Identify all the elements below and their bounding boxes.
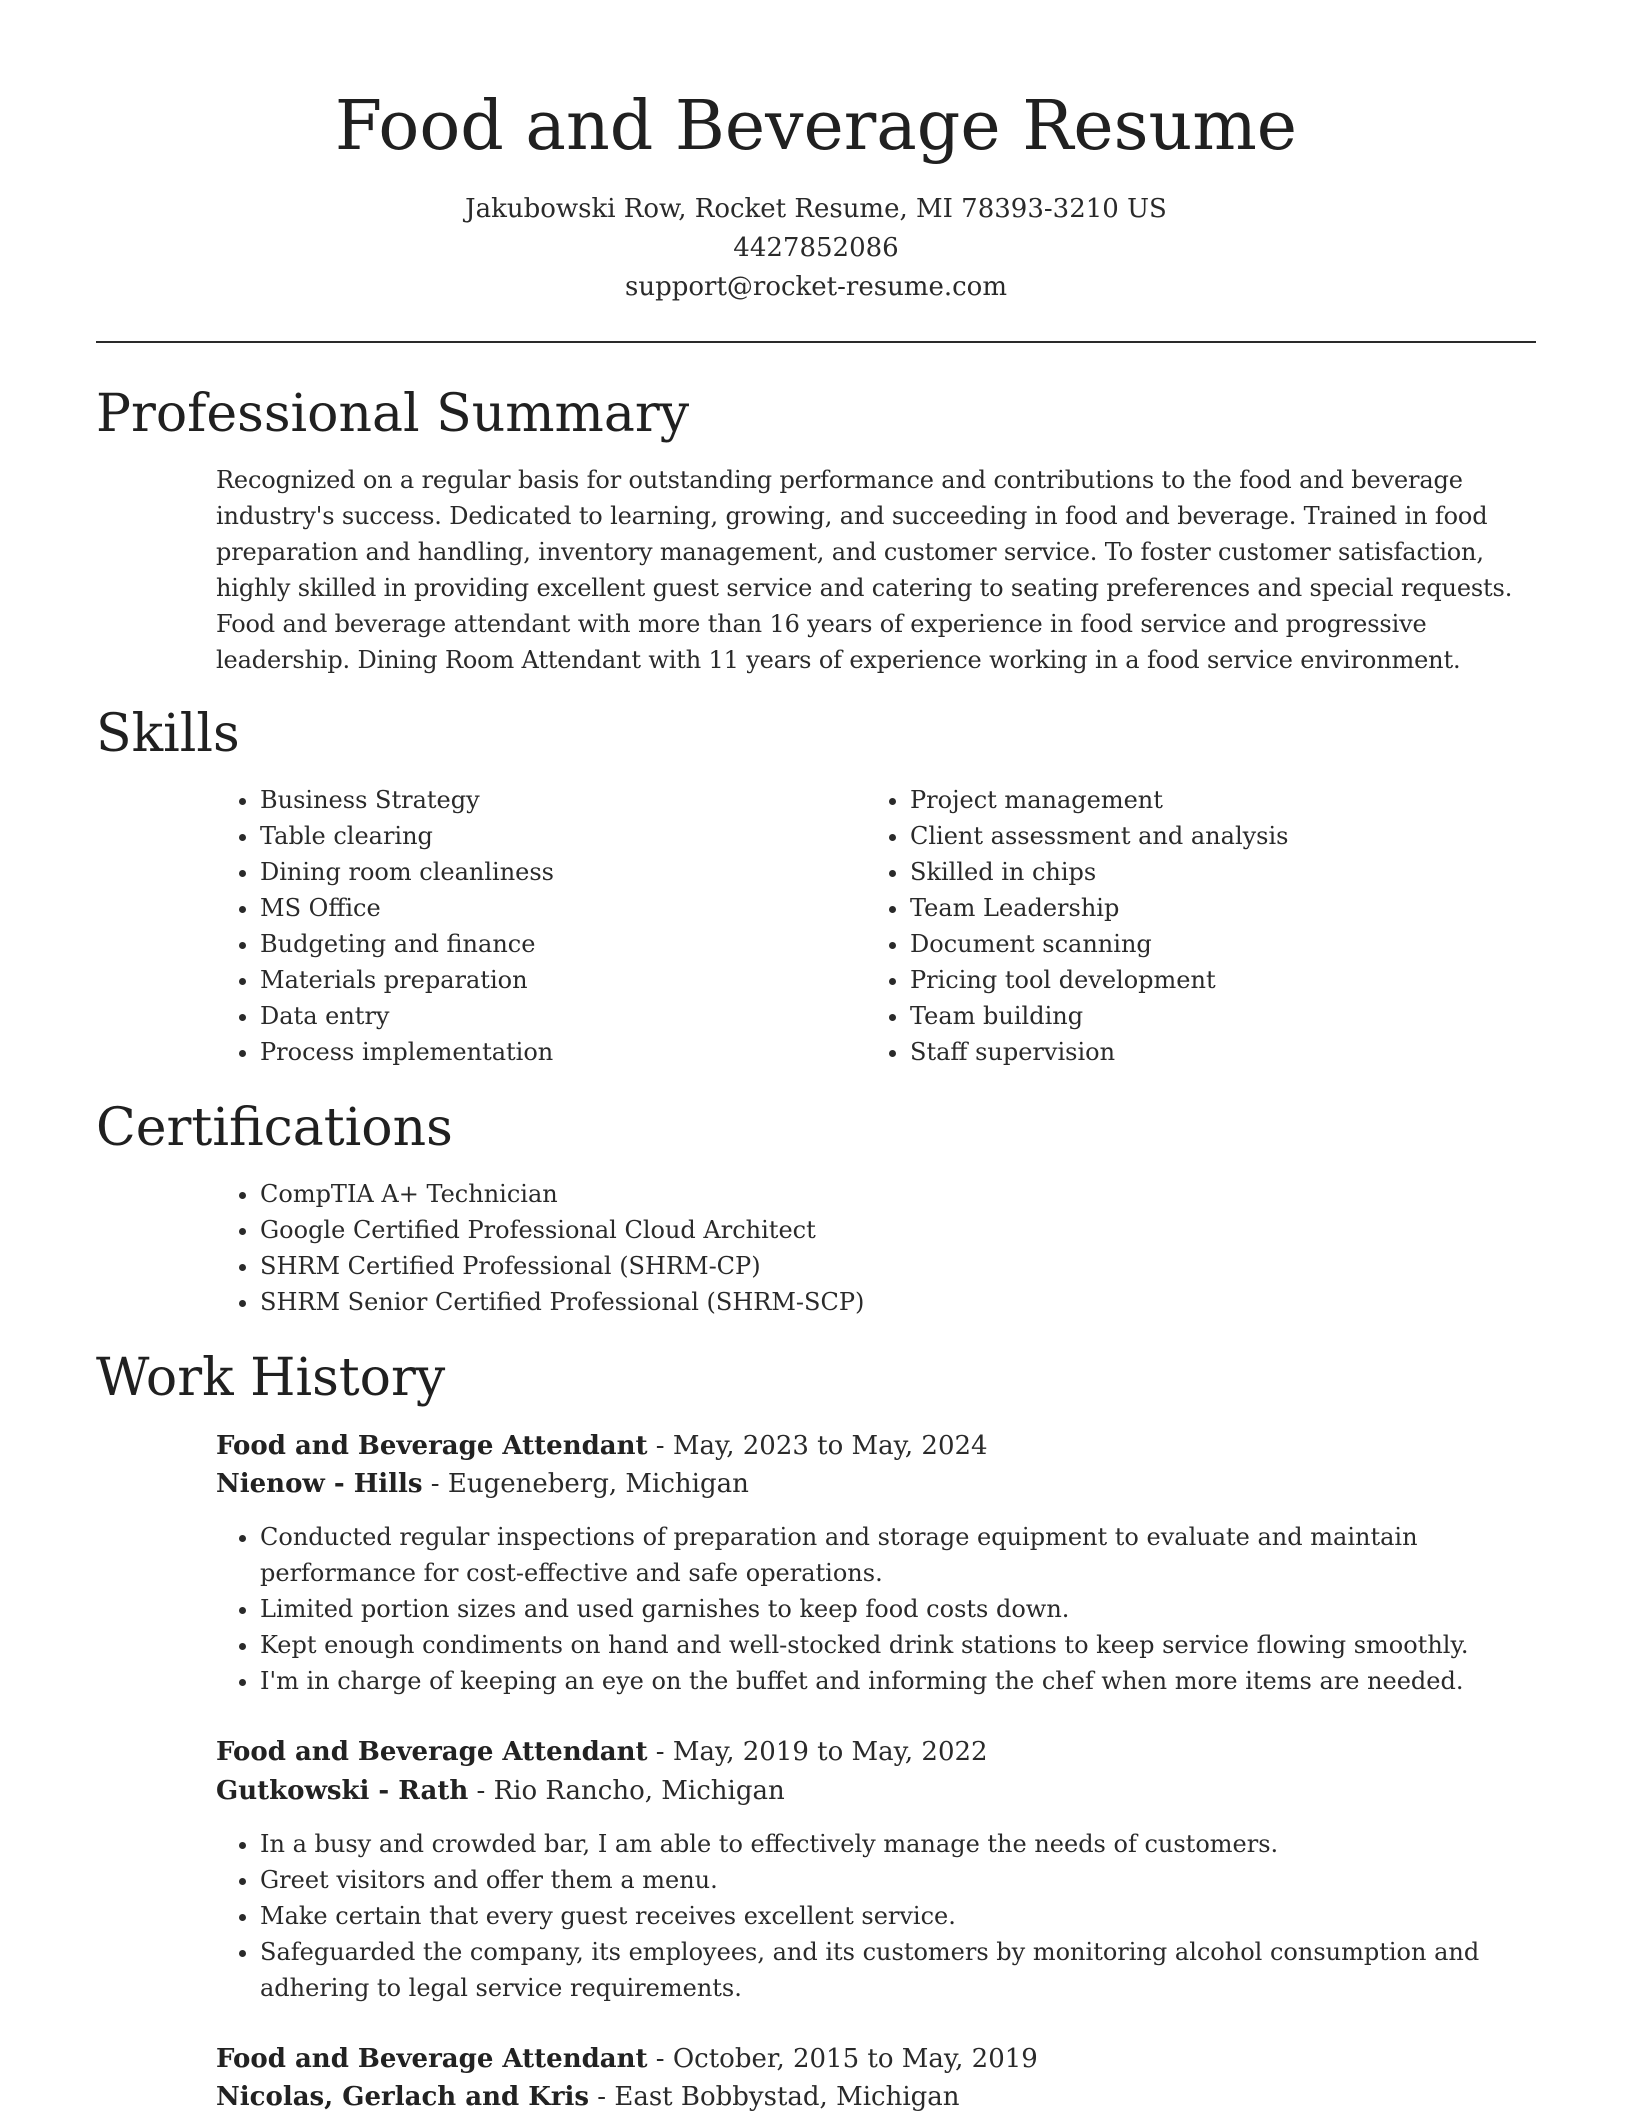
skill-item: • Materials preparation [260, 962, 860, 998]
job-title-line [216, 2040, 1038, 2078]
skill-item: • Staff supervision [910, 1034, 1510, 1070]
certification-item: • SHRM Senior Certified Professional (SHRM-SCP) [260, 1284, 1460, 1320]
skills-list-left [216, 782, 860, 1070]
skills-list-right [866, 782, 1510, 1070]
job-dates: - May, 2023 to May, 2024 [647, 1431, 988, 1461]
skill-item: • Document scanning [910, 926, 1510, 962]
job-dates: - October, 2015 to May, 2019 [647, 2044, 1038, 2074]
skill-item: • Dining room cleanliness [260, 854, 860, 890]
job-bullets [216, 1826, 1550, 2006]
phone-line: 4427852086 [733, 233, 899, 263]
job-bullets [216, 1519, 1550, 1699]
job-role: Food and Beverage Attendant [216, 1737, 648, 1767]
job-company-line [216, 1465, 749, 1503]
job-location: - Rio Rancho, Michigan [468, 1776, 785, 1806]
job-location: - East Bobbystad, Michigan [589, 2082, 960, 2112]
resume-title: Food and Beverage Resume [334, 87, 1298, 166]
job-location: - Eugeneberg, Michigan [422, 1469, 749, 1499]
job-bullet: • Greet visitors and offer them a menu. [260, 1862, 1550, 1898]
skill-item: • Table clearing [260, 818, 860, 854]
job-bullet: • In a busy and crowded bar, I am able to effectively manage the needs of customers. [260, 1826, 1550, 1862]
job-bullet: • Limited portion sizes and used garnishes to keep food costs down. [260, 1591, 1550, 1627]
skill-item: • Client assessment and analysis [910, 818, 1510, 854]
certification-item: • CompTIA A+ Technician [260, 1176, 1460, 1212]
job-role: Food and Beverage Attendant [216, 2044, 648, 2074]
job-company-line [216, 1772, 785, 1810]
certification-item: • Google Certified Professional Cloud Architect [260, 1212, 1460, 1248]
certification-item: • SHRM Certified Professional (SHRM-CP) [260, 1248, 1460, 1284]
skills-heading: Skills [96, 704, 240, 764]
certifications-heading: Certifications [96, 1098, 453, 1158]
skill-item: • Budgeting and finance [260, 926, 860, 962]
skill-item: • Pricing tool development [910, 962, 1510, 998]
work-history-heading: Work History [96, 1348, 446, 1408]
job-bullet: • Conducted regular inspections of preparation and storage equipment to evaluate and maintain performance for cost-effective and safe operations. [260, 1519, 1550, 1591]
skill-item: • Data entry [260, 998, 860, 1034]
email-line: support@rocket-resume.com [624, 272, 1007, 302]
job-dates: - May, 2019 to May, 2022 [647, 1737, 988, 1767]
skill-item: • Team building [910, 998, 1510, 1034]
job-bullet: • Kept enough condiments on hand and well-stocked drink stations to keep service flowing smoothly. [260, 1627, 1550, 1663]
job-bullet: • Make certain that every guest receives excellent service. [260, 1898, 1550, 1934]
contact-block [0, 190, 1632, 307]
summary-text: Recognized on a regular basis for outstanding performance and contributions to the food and beverage industry's success. Dedicated to learning, growing, and succeeding in food and beverage. Trained in food preparation and handling, inventory management, and customer service. To foster customer satisfaction, highly skilled in providing excellent guest service and catering to seating preferences and special requests. Food and beverage attendant with more than 16 years of experience in food service and progressive leadership. Dining Room Attendant with 11 years of experience working in a food service environment. [216, 466, 1513, 674]
skill-item: • Project management [910, 782, 1510, 818]
job-company-line [216, 2078, 960, 2116]
job-bullet: • I'm in charge of keeping an eye on the buffet and informing the chef when more items are needed. [260, 1663, 1550, 1699]
job-company: Nicolas, Gerlach and Kris [216, 2082, 590, 2112]
job-title-line [216, 1427, 988, 1465]
header-divider [96, 341, 1536, 343]
job-bullet: • Safeguarded the company, its employees, and its customers by monitoring alcohol consumption and adhering to legal service requirements. [260, 1934, 1550, 2006]
skill-item: • Team Leadership [910, 890, 1510, 926]
address-line: Jakubowski Row, Rocket Resume, MI 78393-3210 US [465, 194, 1167, 224]
job-company: Nienow - Hills [216, 1469, 423, 1499]
job-role: Food and Beverage Attendant [216, 1431, 648, 1461]
skill-item: • MS Office [260, 890, 860, 926]
skill-item: • Business Strategy [260, 782, 860, 818]
job-title-line [216, 1733, 988, 1771]
job-company: Gutkowski - Rath [216, 1776, 469, 1806]
skill-item: • Process implementation [260, 1034, 860, 1070]
certifications-list [216, 1176, 1460, 1320]
skill-item: • Skilled in chips [910, 854, 1510, 890]
summary-heading: Professional Summary [96, 384, 690, 444]
